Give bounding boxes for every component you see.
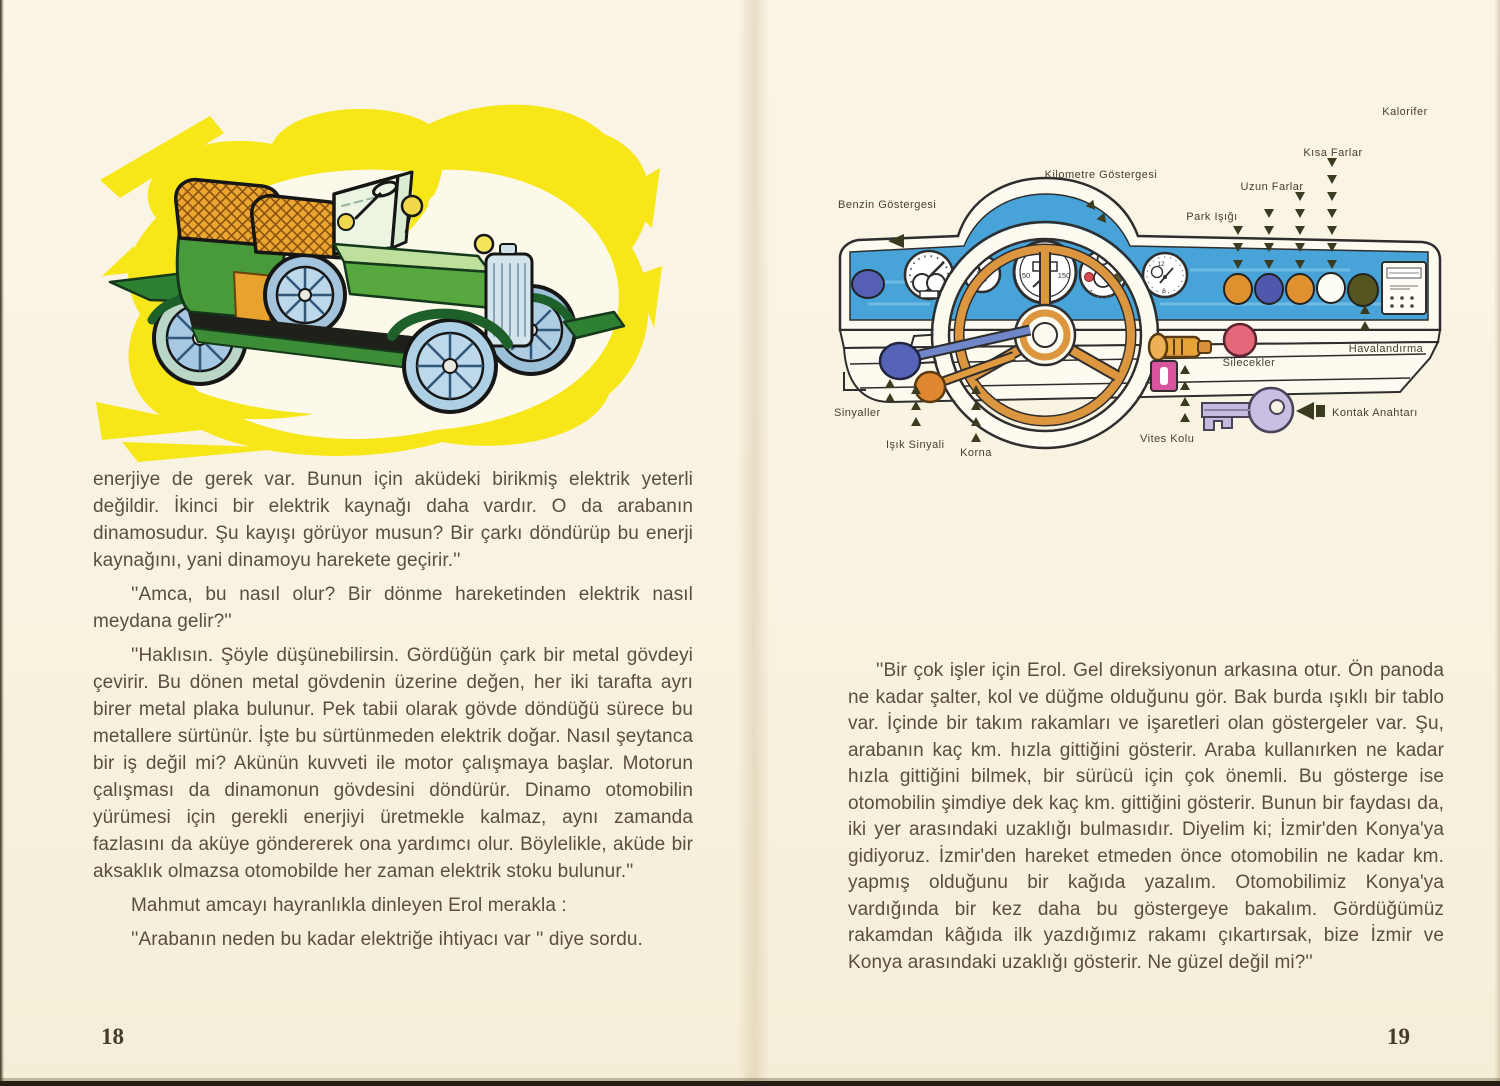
diagram-label-kilometre-gostergesi: Kilometre Göstergesi [1044,169,1158,181]
panel-knob-blue [852,270,884,298]
clock-top-value: 12 [1157,261,1165,268]
knob-havalandirma [1348,274,1378,306]
post-lamp-icon [402,196,422,216]
diagram-label-kontak-anahtari: Kontak Anahtarı [1332,407,1418,419]
diagram-label-havalandirma: Havalandırma [1348,343,1424,355]
book-spine [738,0,770,1086]
left-page-text [93,466,693,960]
gear-slot [1151,361,1177,391]
clock-bottom-value: 6 [1162,288,1166,295]
vintage-car-illustration [94,76,666,468]
page-edge-right [1494,0,1500,1086]
paragraph: ''Haklısın. Şöyle düşünebilirsin. Gördüğün çark bir metal gövdeyi çevirir. Bu dönen metal gövdenin üzerine değen, her iki tarafta ayrı birer metal plaka bulunur. Pek tabii olarak gövde döndüğü sürece bu metallere sürtünür. İşte bu sürtünmeden elektrik doğar. Nasıl şeytanca bir iş değil mi? Akünün kuvveti ile motor çalışmaya başlar. Motorun çalışması da dinamonun gövdesini döndürür. Dinamo otomobilin yürümesi için gerekli enerjiyi üretmekle kalmaz, aynı zamanda fazlasını da aküye göndererek ona yardımcı olur. Böylelikle, aküde bir aksaklık olmazsa otomobilde her zaman elektrik stoku bulunur.'' [93,645,693,882]
diagram-label-kisa-farlar: Kısa Farlar [1303,147,1363,159]
dashboard-diagram [830,90,1450,480]
diagram-label-korna: Korna [960,447,992,459]
right-page-text [848,658,1444,983]
paragraph: ''Bir çok işler için Erol. Gel direksiyonun arkasına otur. Ön panoda ne kadar şalter, kol ve düğme olduğunu gör. Bak burda ışıklı bir tablo var. İçinde bir takım rakamları ve işaretleri olan göstergeler var. Şu, arabanın kaç km. hızla gittiğini gösterir. Araba kullanırken ne kadar hızla gittiğini bilmek, bir sürücü için çok önemli. Bu gösterge ise otomobilin şimdiye dek kaç km. gittiğini gösterir. Bunun bir faydası da, iki yer arasındaki uzaklığı bulmasıdır. Diyelim ki; İzmir'den Konya'ya gidiyoruz. İzmir'den hareket etmeden önce otomobilin ne kadar km. yapmış olduğunu bir kağıda yazalım. Otomobilimiz Konya'ya vardığında bir kez daha bu göstergeye bakalım. Gördüğümüz rakamdan kâğıda ilk yazdığımız rakamı çıkartırsak, bize İzmir ve Konya arasındaki uzaklığı gösterir. Ne güzel değil mi?'' [848,660,1444,973]
scan-edge-left [0,0,4,1086]
diagram-label-vites-kolu: Vites Kolu [1140,433,1195,445]
page-number-right: 19 [1387,1024,1410,1049]
diagram-label-park-isigi: Park Işığı [1186,211,1238,223]
paragraph: ''Amca, bu nasıl olur? Bir dönme hareketinden elektrik nasıl meydana gelir?'' [93,584,693,632]
diagram-label-kalorifer: Kalorifer [1382,106,1428,118]
diagram-label-sinyaller: Sinyaller [834,407,881,419]
page-number-left: 18 [101,1024,124,1049]
diagram-label-silecekler: Silecekler [1222,357,1276,369]
front-wheel [404,320,496,412]
diagram-label-benzin-gostergesi: Benzin Göstergesi [838,199,937,211]
scan-edge-bottom [0,1081,1500,1086]
knob-park-isigi [1224,274,1252,304]
knob-kisa-farlar [1286,274,1314,304]
diagram-label-isik-sinyali: Işık Sinyali [886,439,945,451]
wiper-knob [1224,324,1256,356]
paragraph: Mahmut amcayı hayranlıkla dinleyen Erol merakla : [131,895,567,916]
knob-kalorifer [1317,273,1345,303]
speedometer-left-value: 50 [1021,271,1031,280]
head-lamp-icon [475,235,493,253]
radio-panel [1382,262,1426,314]
paragraph: enerjiye de gerek var. Bunun için aküdeki birikmiş elektrik yeterli değildir. İkinci bir elektrik kaynağı daha vardır. O da arabanın dinamosudur. Şu kayışı görüyor musun? Bir çarkı döndürüp bu enerji kaynağını, yani dinamoyu harekete geçirir.'' [93,469,693,571]
cowl-lamp-icon [338,214,354,230]
paragraph: ''Arabanın neden bu kadar elektriğe ihtiyacı var '' diye sordu. [131,929,643,950]
speedometer-right-value: 150 [1057,271,1071,280]
diagram-label-uzun-farlar: Uzun Farlar [1240,181,1304,193]
knob-uzun-farlar [1255,274,1283,304]
